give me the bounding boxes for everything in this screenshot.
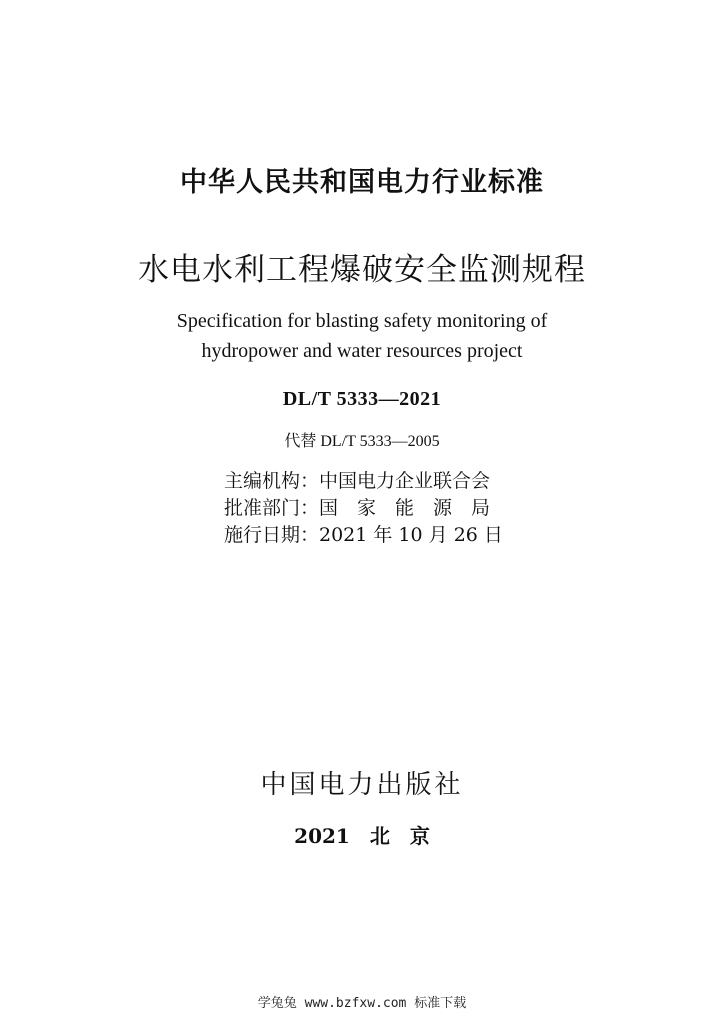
effective-date: 施行日期：2021 年 10 月 26 日 <box>224 524 503 546</box>
compiling-organization: 主编机构：中国电力企业联合会 <box>224 470 491 492</box>
document-title-chinese: 水电水利工程爆破安全监测规程 <box>138 252 586 288</box>
document-title-english <box>0 306 724 366</box>
approving-department: 批准部门：国 家 能 源 局 <box>224 497 491 519</box>
series-title: 中华人民共和国电力行业标准 <box>180 167 544 198</box>
english-title-line-2: hydropower and water resources project <box>201 340 523 362</box>
english-title-line-1: Specification for blasting safety monitoring of <box>176 310 548 332</box>
standard-number: DL/T 5333—2021 <box>282 388 442 410</box>
replaced-standard: 代替 DL/T 5333—2005 <box>284 433 440 450</box>
publisher-name: 中国电力出版社 <box>260 770 464 800</box>
publication-info <box>224 468 544 549</box>
publication-year-place: 2021 北 京 <box>294 824 430 848</box>
download-watermark: 学兔兔 www.bzfxw.com 标准下载 <box>257 996 467 1011</box>
